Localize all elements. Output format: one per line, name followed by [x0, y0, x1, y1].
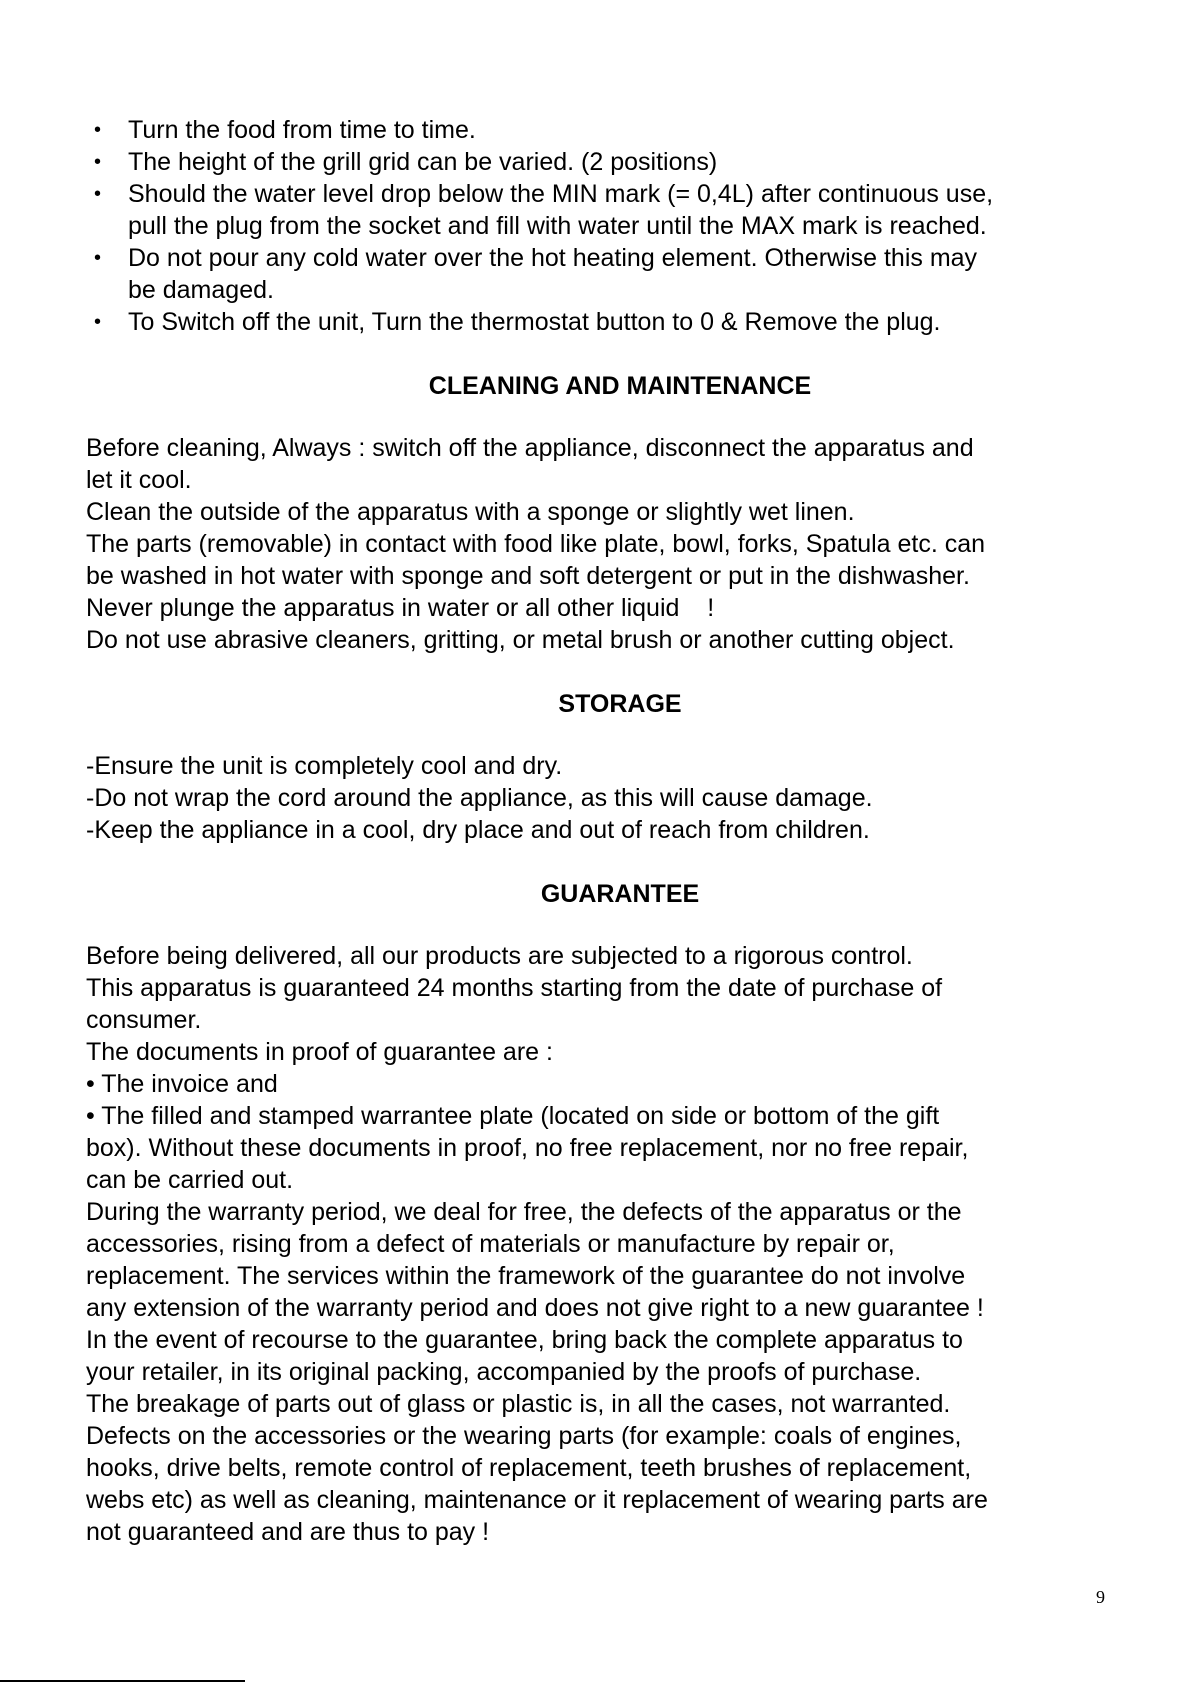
guarantee-text-line: Before being delivered, all our products are subjected to a rigorous control.	[86, 942, 913, 970]
guarantee-text-line: webs etc) as well as cleaning, maintenance or it replacement of wearing parts are	[86, 1486, 988, 1514]
cleaning-section-text	[86, 432, 1126, 656]
cleaning-text-line: let it cool.	[86, 466, 192, 494]
guarantee-text-line: The breakage of parts out of glass or plastic is, in all the cases, not warranted.	[86, 1390, 951, 1418]
guarantee-text-line: any extension of the warranty period and does not give right to a new guarantee !	[86, 1294, 984, 1322]
bullet-dot-icon: •	[94, 119, 102, 141]
storage-heading: STORAGE	[558, 690, 682, 718]
bullet-item	[86, 146, 1126, 178]
guarantee-text-line: accessories, rising from a defect of materials or manufacture by repair or,	[86, 1230, 895, 1258]
bullet-dot-icon: •	[94, 151, 102, 173]
guarantee-text-line: • The filled and stamped warrantee plate (located on side or bottom of the gift	[86, 1102, 940, 1130]
bullet-text-line: Do not pour any cold water over the hot heating element. Otherwise this may	[128, 244, 978, 272]
bullet-dot-icon: •	[94, 311, 102, 333]
bullet-text-line: To Switch off the unit, Turn the thermostat button to 0 & Remove the plug.	[128, 308, 941, 336]
guarantee-text-line: • The invoice and	[86, 1070, 278, 1098]
bullet-dot-icon: •	[94, 247, 102, 269]
guarantee-text-line: The documents in proof of guarantee are :	[86, 1038, 553, 1066]
storage-text-line: -Ensure the unit is completely cool and dry.	[86, 752, 563, 780]
guarantee-text-line: consumer.	[86, 1006, 202, 1034]
guarantee-text-line: hooks, drive belts, remote control of replacement, teeth brushes of replacement,	[86, 1454, 972, 1482]
bullet-item	[86, 114, 1126, 146]
bullet-text-line: The height of the grill grid can be varied. (2 positions)	[128, 148, 718, 176]
guarantee-text-line: not guaranteed and are thus to pay !	[86, 1518, 490, 1546]
guarantee-heading: GUARANTEE	[540, 880, 700, 908]
guarantee-text-line: can be carried out.	[86, 1166, 294, 1194]
bullet-dot-icon: •	[94, 183, 102, 205]
cleaning-heading: CLEANING AND MAINTENANCE	[428, 372, 812, 400]
guarantee-text-line: box). Without these documents in proof, no free replacement, nor no free repair,	[86, 1134, 969, 1162]
bullet-text-line: Turn the food from time to time.	[128, 116, 476, 144]
usage-bullet-list	[86, 114, 1126, 338]
guarantee-text-line: your retailer, in its original packing, accompanied by the proofs of purchase.	[86, 1358, 922, 1386]
bullet-text-line: be damaged.	[128, 276, 274, 304]
cleaning-text-line: Before cleaning, Always : switch off the appliance, disconnect the apparatus and	[86, 434, 974, 462]
guarantee-text-line: This apparatus is guaranteed 24 months starting from the date of purchase of	[86, 974, 943, 1002]
guarantee-text-line: Defects on the accessories or the wearing parts (for example: coals of engines,	[86, 1422, 962, 1450]
guarantee-text-line: In the event of recourse to the guarantee, bring back the complete apparatus to	[86, 1326, 963, 1354]
page-number: 9	[1096, 1587, 1105, 1607]
bullet-item	[86, 242, 1126, 306]
guarantee-text-line: During the warranty period, we deal for free, the defects of the apparatus or the	[86, 1198, 962, 1226]
bullet-text-line: pull the plug from the socket and fill with water until the MAX mark is reached.	[128, 212, 987, 240]
storage-text-line: -Do not wrap the cord around the appliance, as this will cause damage.	[86, 784, 873, 812]
page-content	[86, 114, 1126, 1548]
cleaning-text-line: Clean the outside of the apparatus with a sponge or slightly wet linen.	[86, 498, 855, 526]
bullet-item	[86, 178, 1126, 242]
storage-text-line: -Keep the appliance in a cool, dry place and out of reach from children.	[86, 816, 870, 844]
bullet-text-line: Should the water level drop below the MIN mark (= 0,4L) after continuous use,	[128, 180, 994, 208]
storage-section-text	[86, 750, 1126, 846]
guarantee-text-line: replacement. The services within the framework of the guarantee do not involve	[86, 1262, 966, 1290]
guarantee-section-text	[86, 940, 1126, 1548]
cleaning-text-line: The parts (removable) in contact with food like plate, bowl, forks, Spatula etc. can	[86, 530, 986, 558]
footer-divider	[0, 1680, 245, 1682]
bullet-item	[86, 306, 1126, 338]
cleaning-text-line: Do not use abrasive cleaners, gritting, or metal brush or another cutting object.	[86, 626, 955, 654]
cleaning-text-line: be washed in hot water with sponge and soft detergent or put in the dishwasher.	[86, 562, 970, 590]
cleaning-text-line: Never plunge the apparatus in water or all other liquid !	[86, 594, 715, 622]
